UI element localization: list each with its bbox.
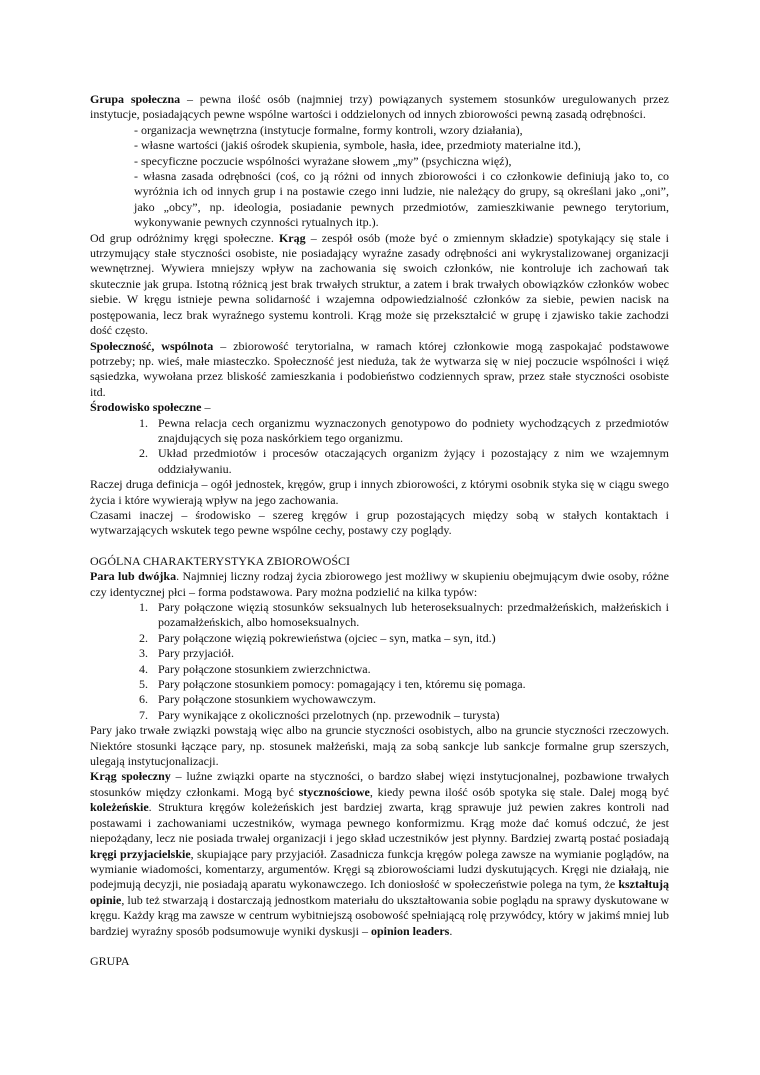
text-span: , kiedy pewna ilość osób spotyka się stale. Dalej mogą być — [369, 784, 670, 799]
text-span: . — [449, 923, 453, 938]
paragraph-second-definition: Raczej druga definicja – ogół jednostek, kręgów, grup i innych zbiorowości, z którymi osobnik styka się w ciągu swego życia i które wywierają wpływ na jego zachowania. — [90, 477, 669, 507]
list-number: 6. — [139, 692, 148, 707]
list-number: 2. — [139, 446, 148, 461]
term-environment: Środowisko społeczne — [90, 400, 202, 415]
list-item — [90, 416, 669, 447]
list-item — [90, 446, 669, 477]
list-item: - organizacja wewnętrzna (instytucje formalne, formy kontroli, wzory działania), — [134, 122, 523, 137]
term-community: Społeczność, wspólnota — [90, 338, 214, 353]
blank-line — [90, 539, 669, 554]
list-item — [90, 631, 669, 646]
list-text: Pary połączone stosunkiem wychowawczym. — [158, 692, 376, 707]
list-text: Pary połączone stosunkiem zwierzchnictwa. — [158, 661, 371, 676]
term-social-circle: Krąg społeczny — [90, 769, 171, 784]
text-span: Od grup odróżnimy kręgi społeczne. — [90, 230, 279, 245]
term-friend-circle: kręgi przyjacielskie — [90, 846, 191, 861]
list-text: Pary połączone więzią pokrewieństwa (ojciec – syn, matka – syn, itd.) — [158, 630, 496, 645]
text-span: . Najmniej liczny rodzaj życia zbiorowego jest możliwy w skupieniu obejmującym dwie osoby, różne czy identycznej płci – forma podstawowa. Pary można podzielić na kilka typów: — [90, 569, 669, 599]
term-shape-opinions: kształtują opinie — [90, 877, 669, 907]
paragraph-pair — [90, 569, 669, 600]
list-text: Pary połączone stosunkiem pomocy: pomagający i ten, któremu się pomaga. — [158, 677, 526, 692]
term-opinion-leaders: opinion leaders — [370, 923, 450, 938]
paragraph-alternative: Czasami inaczej – środowisko – szereg kręgów i grup pozostających między sobą w stałych kontaktach i wytwarzających wskutek tego pewne wspólne cechy, postawy czy poglądy. — [90, 507, 669, 538]
list-item — [90, 677, 669, 692]
list-item — [90, 600, 669, 631]
term-pair: Para lub dwójka — [90, 569, 177, 584]
paragraph-pairs-bonds: Pary jako trwałe związki powstają więc albo na gruncie styczności osobistych, albo na gruncie styczności rzeczowych. Niektóre stosunki łączące pary, np. stosunek małżeński, mają za sobą sankcje lub sankcje formalne grup szerszych, ulegają instytucjonalizacji. — [90, 723, 669, 769]
group-features-list — [90, 123, 669, 231]
paragraph-social-circle — [90, 769, 669, 938]
paragraph-social-group — [90, 92, 669, 123]
term-social-group: Grupa społeczna — [90, 92, 181, 106]
paragraph-community — [90, 339, 669, 401]
list-number: 4. — [139, 661, 148, 676]
list-number: 1. — [139, 415, 148, 430]
term-circle: Krąg — [278, 230, 306, 245]
text-span: – luźne związki oparte na styczności, o bardzo słabej więzi instytucjonalnej, pozbawione trwałych stosunków między członkami. Mogą być — [90, 769, 669, 799]
list-number: 2. — [139, 630, 148, 645]
list-item: - własne wartości (jakiś ośrodek skupienia, symbole, hasła, idee, przedmioty materialne itd.), — [134, 138, 581, 153]
section-heading: GRUPA — [90, 953, 130, 968]
list-item — [90, 662, 669, 677]
list-item — [90, 646, 669, 661]
text-span: , lub też stwarzają i dostarczają jednostkom materiału do ukształtowania sobie poglądu na sprawy dyskutowane w kręgu. Każdy krąg ma zawsze w centrum wybitniejszą osobowość spełniającą rolę przywódcy, który w jakimś mniej lub bardziej wyraźny sposób podsumowuje wyniki dyskusji – — [90, 892, 669, 938]
blank-line — [90, 939, 669, 954]
list-text: Pary przyjaciół. — [158, 646, 234, 661]
definition-social-group: – pewna ilość osób (najmniej trzy) powiązanych systemem stosunków uregulowanych przez instytucje, posiadających pewne wspólne wartości i oddzielonych od innych zbiorowości pewną zasadą odrębności. — [90, 92, 669, 122]
list-text: Pary połączone więzią stosunków seksualnych lub heteroseksualnych: przedmałżeńskich, małżeńskich i pozamałżeńskich, albo homoseksualnych. — [158, 600, 669, 630]
paragraph-environment — [90, 400, 669, 415]
definition-circle: – zespół osób (może być o zmiennym składzie) spotykający się stale i utrzymujący stałe styczności osobiste, nie posiadający wyraźne zasady odrębności ani wykrystalizowanej organizacji wewnętrznej. Wywiera mniejszy wpływ na zachowania się swoich członków, nie kontroluje ich zachowań tak skutecznie jak grupa. Istotną różnicą jest brak trwałych struktur, a zatem i brak trwałych obowiązków członków wobec siebie. W kręgu istnieje pewna solidarność i wzajemna odpowiedzialność członków za siebie, pewien nacisk na postępowania, lecz brak wyraźnego systemu kontroli. Krąg może się przekształcić w grupę i zjawisko takie zachodzi dość często. — [90, 230, 669, 338]
list-item: - własna zasada odrębności (coś, co ją różni od innych zbiorowości i co członkowie definiują jako to, co wyróżnia ich od innych grup i na postawie czego inni ludzie, nie należący do grupy, są określani jako „oni”, jako „obcy”, np. ideologia, posiadanie pewnych przedmiotów, zamieszkiwanie pewnego terytorium, wykonywanie pewnych czynności rytualnych itp.). — [134, 169, 669, 230]
list-number: 7. — [139, 707, 148, 722]
list-item: - specyficzne poczucie wspólności wyrażane słowem „my” (psychiczna więź), — [134, 153, 512, 168]
text-span: , skupiające pary przyjaciół. Zasadnicza funkcja kręgów polega zawsze na wymianie poglądów, na wymianie wiadomości, komentarzy, argumentów. Kręgi są zbiorowościami ludzi dyskutujących. Kręgi nie działają, nie podejmują decyzji, nie posiadają aparatu wykonawczego. Ich doniosłość w społeczeństwie polega na tym, że — [90, 846, 669, 892]
document-page — [90, 92, 669, 969]
definition-community: – zbiorowość terytorialna, w ramach której członkowie mogą zaspokajać podstawowe potrzeby; np. wieś, małe miasteczko. Społeczność jest nieduża, tak że wytwarza się w niej poczucie wspólności i więź sąsiedzka, wywołana przez bliskość zamieszkania i podobieństwo codziennych spraw, przez stałe styczności osobiste itd. — [90, 338, 669, 399]
paragraph-circle — [90, 231, 669, 339]
list-item — [90, 692, 669, 707]
section-heading: OGÓLNA CHARAKTERYSTYKA ZBIOROWOŚCI — [90, 553, 351, 568]
text-span: – — [201, 400, 211, 415]
environment-definitions-list — [90, 416, 669, 478]
list-text: Pary wynikające z okoliczności przelotnych (np. przewodnik – turysta) — [158, 707, 500, 722]
list-number: 5. — [139, 677, 148, 692]
term-contact-circle: stycznościowe — [298, 784, 370, 799]
pair-types-list — [90, 600, 669, 723]
list-number: 1. — [139, 600, 148, 614]
list-number: 3. — [139, 646, 148, 661]
list-item — [90, 708, 669, 723]
list-text: Układ przedmiotów i procesów otaczających organizm żyjący i pozostający z nim we wzajemnym oddziaływaniu. — [158, 446, 669, 476]
list-text: Pewna relacja cech organizmu wyznaczonych genotypowo do podniety wychodzących z przedmiotów znajdujących się poza naskórkiem tego organizmu. — [158, 415, 669, 445]
text-span: . Struktura kręgów koleżeńskich jest bardziej zwarta, krąg sprawuje już pewien zakres kontroli nad postawami i zachowaniami uczestników, wymaga pewnego konformizmu. Krąg może dać komuś odczuć, że jest niepożądany, lecz nie posiada trwałej organizacji i jego skład uczestników jest płynny. Bardziej zwartą postać posiadają — [90, 800, 669, 846]
term-colleague-circle: koleżeńskie — [90, 800, 149, 815]
